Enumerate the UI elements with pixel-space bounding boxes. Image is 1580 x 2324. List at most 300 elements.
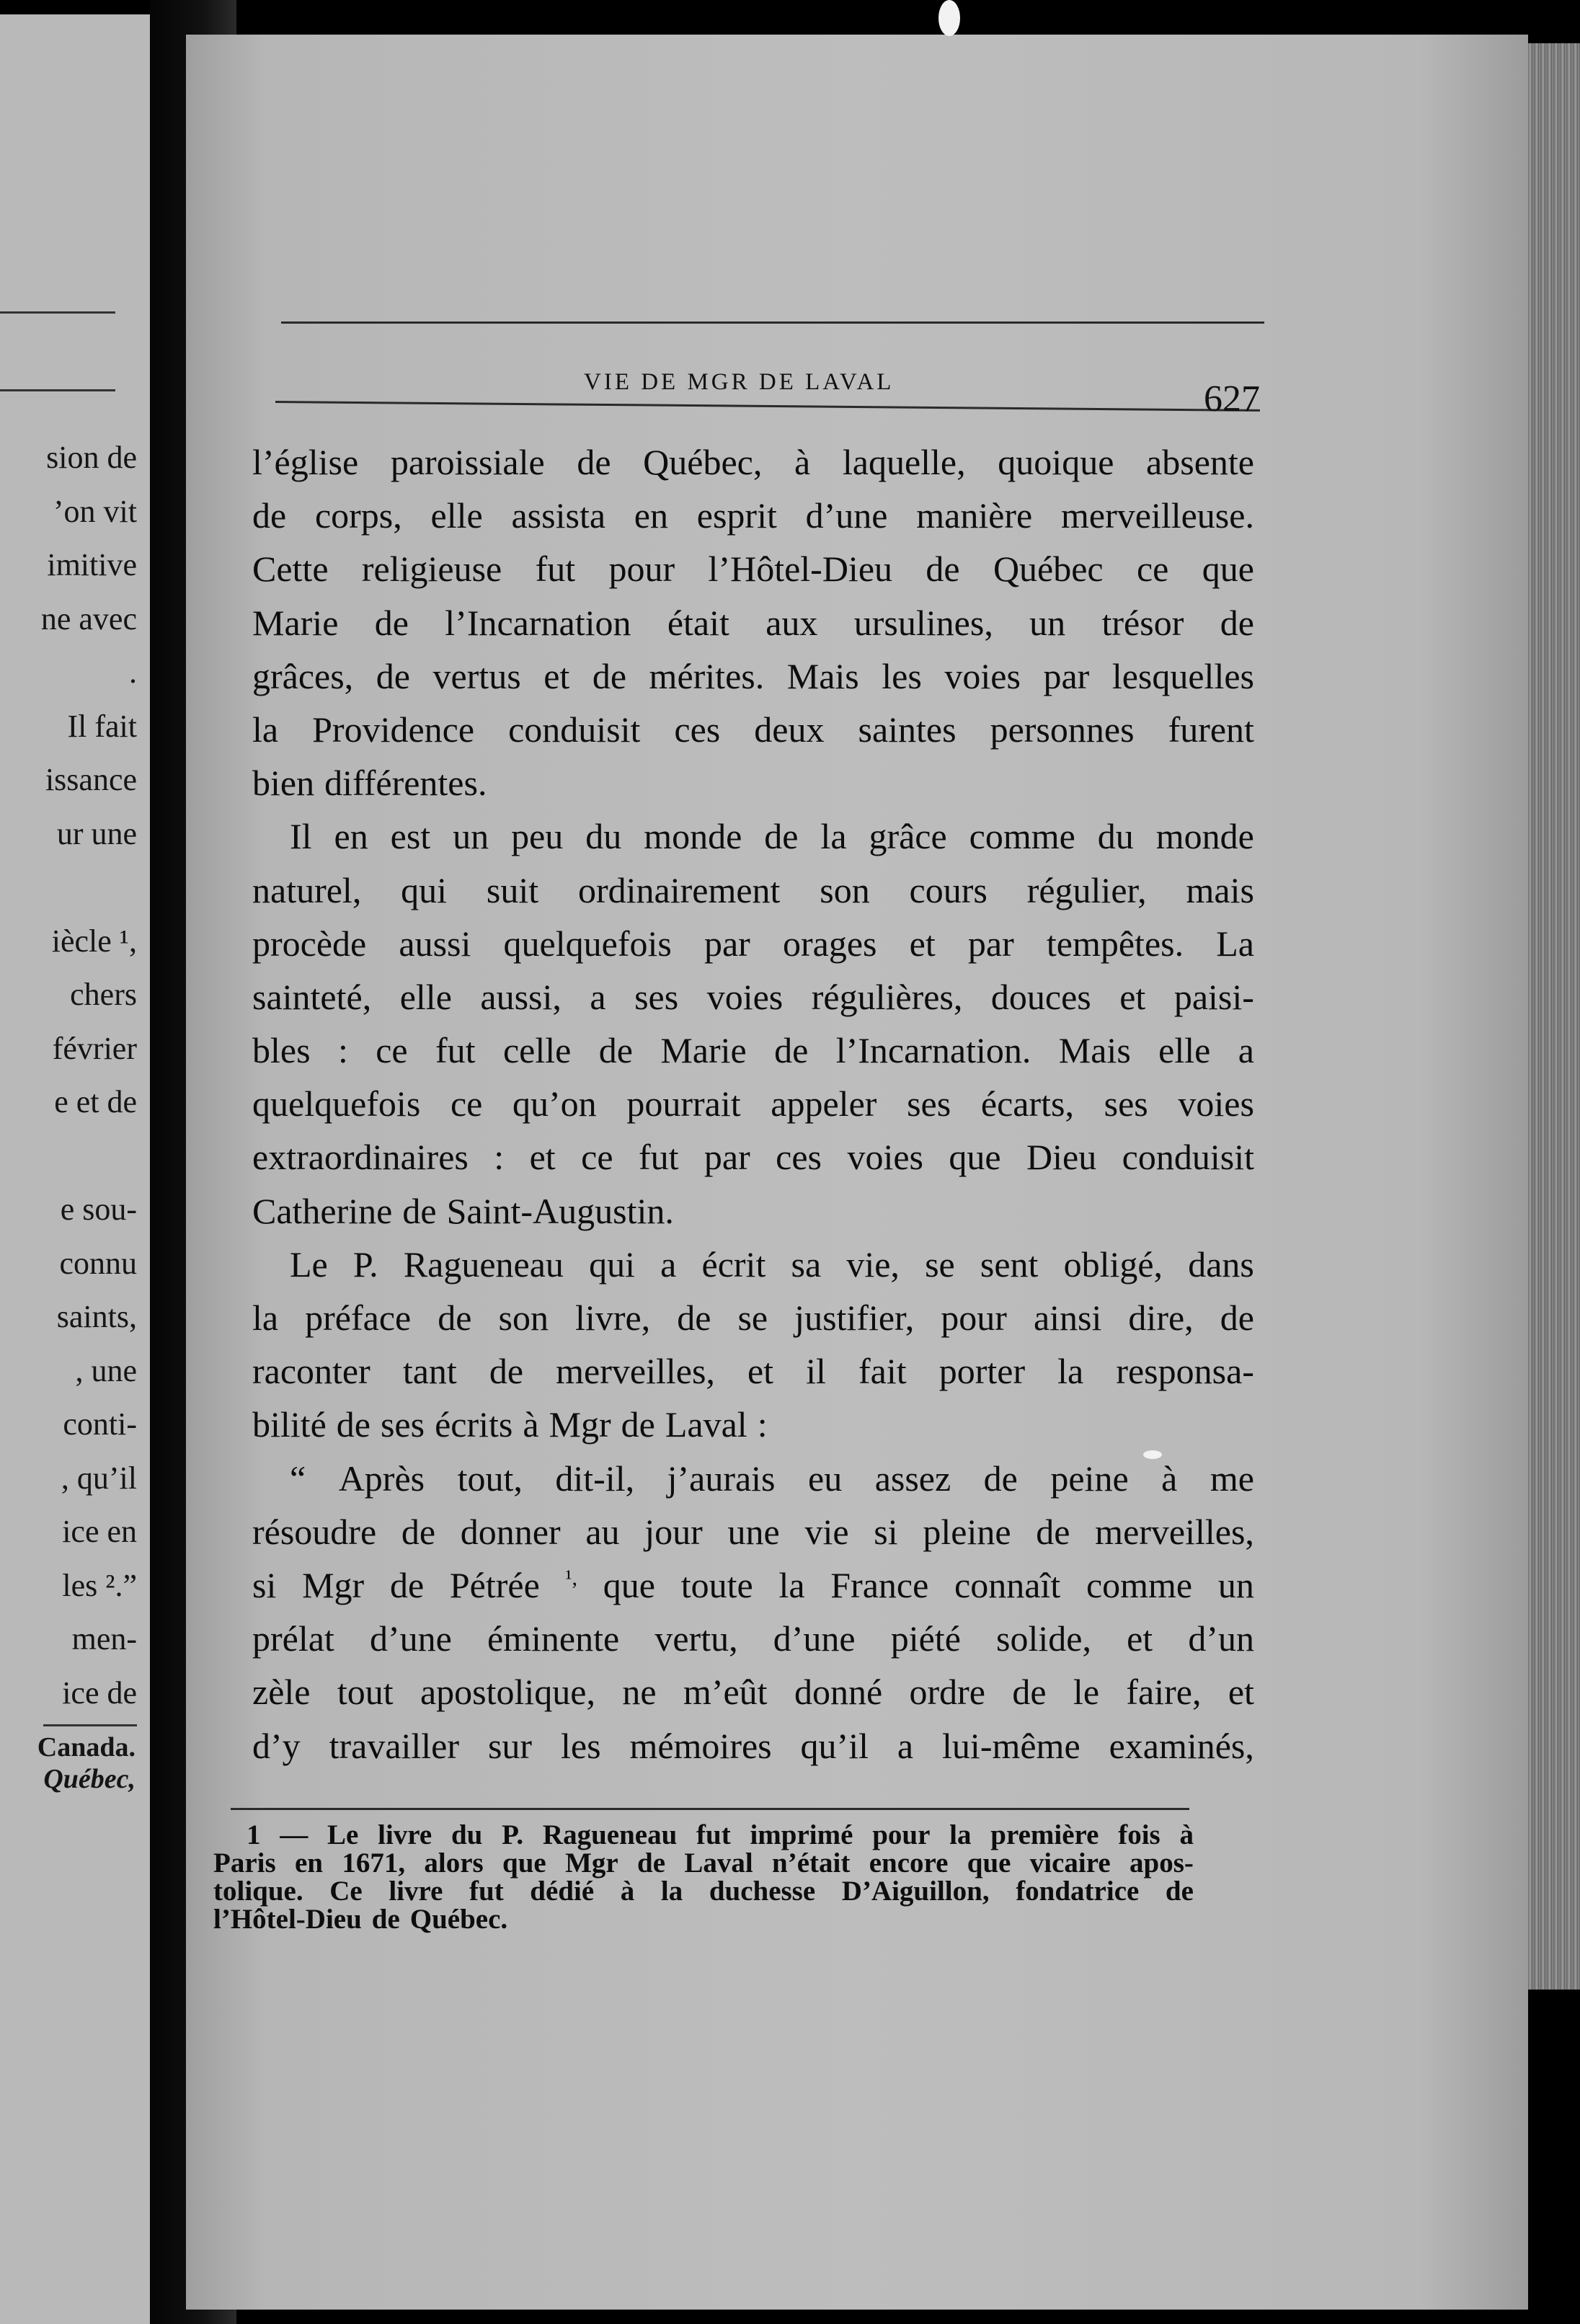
word: et [1119,976,1146,1017]
word: a [1238,1030,1254,1071]
word: 1 [247,1819,261,1850]
word: ainsi [1033,1298,1102,1338]
text-line [252,1238,1254,1291]
word: apos- [1129,1848,1194,1879]
word: l’Incarnation [445,602,631,643]
word: d’une [369,1618,452,1659]
word: les [560,1725,601,1766]
left-header-rule-2 [0,389,115,391]
word: à [794,442,811,482]
word: trésor [1101,602,1184,643]
word: la [778,1564,805,1605]
word: de [621,1404,655,1445]
word: : [494,1137,505,1178]
word: D’Aiguillon, [841,1876,990,1907]
word: aussi, [480,976,562,1017]
word: la [660,1876,683,1907]
word: faire, [1126,1672,1202,1713]
left-line: imitive [47,547,137,582]
word: appeler [771,1083,877,1125]
word: mérites. [649,655,765,696]
word: voies [1178,1083,1254,1125]
word: tempêtes. [1046,923,1184,964]
left-header-rule [0,311,115,314]
word: 1671, [342,1848,406,1879]
word: du [1097,816,1134,857]
left-line: ice en [62,1514,137,1549]
word: Après [338,1458,425,1499]
word: fondatrice [1016,1876,1140,1907]
word: furent [1168,709,1254,750]
word: que [603,1564,655,1605]
word: et [747,1351,774,1392]
word: religieuse [361,549,502,590]
word: mais [1186,869,1254,910]
word: suit [486,869,539,910]
text-line [252,1130,1254,1184]
word: de [1165,1876,1194,1907]
word: de [764,816,799,857]
left-line: sion de [46,440,137,475]
word: alors [424,1848,484,1879]
text-line [252,596,1254,649]
word: France [830,1564,929,1605]
word: deux [754,709,825,750]
word: se [737,1298,768,1338]
word: orages [782,923,877,964]
word: qu’on [512,1083,597,1125]
word: lesquelles [1111,655,1254,696]
word: duchesse [709,1876,816,1907]
left-line: ne avec [40,600,137,637]
text-line [252,542,1254,595]
word: fois [1118,1819,1160,1850]
word: Mgr [549,1404,611,1445]
word: sur [487,1725,533,1766]
word: justifier, [794,1298,915,1338]
word: dans [1188,1243,1254,1285]
word: fut [435,1030,476,1071]
word: et [1127,1618,1153,1659]
left-line: ur une [56,815,137,851]
word: ne [622,1672,657,1713]
text-line [252,1344,1254,1398]
word: pour [941,1298,1007,1338]
word: obligé, [1063,1243,1163,1285]
word: donner [460,1511,561,1552]
word: de [376,655,410,696]
left-line: , une [75,1352,137,1388]
footnote-rule [231,1808,1189,1810]
word: Québec [993,549,1104,590]
word: fut [535,549,576,590]
word: a [590,976,606,1017]
word: de [1220,602,1254,643]
word: vertu, [654,1618,738,1659]
footnote-line [213,1849,1194,1877]
word: une [727,1511,780,1552]
word: fait [858,1351,907,1392]
left-line: chers [70,977,137,1012]
word: tout [337,1672,394,1713]
word: d’une [805,495,888,536]
word: Ce [329,1876,363,1907]
word: en [634,495,668,536]
word: voies [847,1137,923,1178]
word: tout, [457,1458,523,1499]
word: raconter [252,1351,370,1392]
word: livre, [575,1298,651,1338]
word: si [874,1511,898,1552]
word: Cette [252,549,329,590]
word: ces [776,1137,822,1178]
word: vie, [846,1243,900,1285]
word: aussi [399,923,471,964]
word: “ [290,1458,306,1499]
word: de [598,1030,633,1071]
word: son [820,869,870,910]
word: Pétrée [449,1564,540,1605]
word: au [585,1511,620,1552]
word: connaît [954,1564,1061,1605]
left-line: connu [59,1245,137,1281]
word: en [294,1848,323,1879]
word: écrits [435,1404,513,1445]
word: la [949,1819,972,1850]
left-line: iècle ¹, [51,923,137,959]
word: de [1220,1298,1254,1338]
word: Québec. [409,1904,508,1935]
word: son [498,1298,549,1338]
word: dit-il, [555,1458,635,1499]
word: merveilleuse. [1061,495,1254,536]
word: qui [589,1243,635,1285]
word: assez [874,1458,951,1499]
word: merveilles, [1095,1511,1254,1552]
word: dédié [530,1876,595,1907]
word: esprit [696,495,777,536]
footnote-line [213,1877,1194,1905]
word: Marie [660,1030,747,1071]
running-head: VIE DE MGR DE LAVAL [584,369,895,395]
word: ce [581,1137,613,1178]
word: par [704,923,750,964]
word: que [967,1848,1011,1879]
word: Providence [312,709,475,750]
left-line: e et de [54,1084,137,1119]
word: de [489,1351,524,1392]
word: pleine [923,1511,1011,1552]
word: Paris [213,1848,276,1879]
word: par [967,923,1014,964]
word: ¹, [565,1566,578,1590]
left-line: men- [71,1621,137,1656]
word: de [371,1904,400,1935]
left-line: , qu’il [61,1460,137,1496]
text-line [252,649,1254,703]
word: bien [252,763,315,804]
word: écrit [701,1243,766,1285]
text-line [252,756,1254,810]
word: monde [1155,816,1254,857]
word: il [806,1351,826,1392]
word: monde [644,816,742,857]
left-footnote-rule [43,1724,137,1726]
word: qu’il [800,1725,869,1766]
left-text-fragments [0,431,137,1720]
word: jour [644,1511,703,1552]
word: résoudre [252,1511,377,1552]
word: n’était [772,1848,851,1879]
page-number: 627 [1204,378,1260,420]
word: se [925,1243,955,1285]
word: encore [869,1848,949,1879]
word: le [1073,1672,1100,1713]
word: tolique. [213,1876,303,1907]
word: par [704,1137,750,1178]
word: solide, [996,1618,1091,1659]
word: de [1036,1511,1070,1552]
word: de [577,442,611,482]
word: Laval [684,1848,753,1879]
word: l’Hôtel-Dieu [213,1904,362,1935]
word: me [1210,1458,1254,1499]
word: la [820,816,847,857]
word: à [620,1876,635,1907]
word: j’aurais [667,1458,776,1499]
word: elle [430,495,483,536]
word: qui [401,869,448,910]
word: celle [502,1030,572,1071]
word: elle [399,976,452,1017]
word: La [1216,923,1254,964]
word: fut [469,1876,504,1907]
word: de [402,1190,437,1231]
text-line [252,1291,1254,1344]
word: pour [608,549,675,590]
word: première [990,1819,1099,1850]
word: de [252,495,287,536]
left-footnote-line: Canada. [37,1732,136,1762]
word: a [897,1725,914,1766]
word: et [909,923,936,964]
word: peine [1050,1458,1129,1499]
left-line: e sou- [60,1192,137,1227]
text-line [252,435,1254,489]
footnote [213,1821,1194,1933]
word: ses [380,1404,425,1445]
word: conduisit [1122,1137,1254,1178]
word: quelquefois [503,923,672,964]
left-line: saints, [56,1299,137,1334]
word: cours [909,869,988,910]
word: imprimé [750,1819,853,1850]
word: — [280,1819,309,1850]
word: Catherine [252,1190,393,1231]
word: l’Hôtel-Dieu [708,549,893,590]
word: de [401,1511,436,1552]
word: comme [1086,1564,1193,1605]
text-line [252,703,1254,756]
word: était [667,602,729,643]
word: les [882,655,922,696]
word: ordinairement [577,869,781,910]
word: tant [402,1351,457,1392]
word: la [252,1298,279,1338]
footnote-line [213,1821,1194,1849]
left-line: ice de [62,1675,137,1711]
word: livre [389,1876,443,1907]
word: Il [290,816,312,857]
word: sent [980,1243,1039,1285]
word: de [637,1848,666,1879]
word: Mgr [302,1564,365,1605]
word: ce [376,1030,408,1071]
word: vicaire [1029,1848,1111,1879]
word: quelquefois [252,1083,421,1125]
word: conduisit [508,709,641,750]
word: toute [680,1564,753,1605]
text-line [252,810,1254,863]
word: est [390,816,431,857]
word: personnes [990,709,1135,750]
word: bles [252,1030,311,1071]
text-line [252,1398,1254,1451]
word: ursulines, [853,602,993,643]
word: peu [511,816,564,857]
word: de [983,1458,1018,1499]
word: m’eût [683,1672,768,1713]
word: Ragueneau [542,1819,678,1850]
word: Ragueneau [403,1243,564,1285]
word: comme [969,816,1075,857]
word: livre [378,1819,432,1850]
word: ses [1104,1083,1148,1125]
word: Le [290,1243,328,1285]
word: l’église [252,442,359,482]
word: d’un [1188,1618,1254,1659]
text-line [252,1665,1254,1718]
text-line [252,1184,1254,1238]
word: à [1161,1458,1178,1499]
word: manière [916,495,1033,536]
word: en [334,816,368,857]
text-line [252,970,1254,1024]
word: un [453,816,489,857]
footnote-line [213,1905,1194,1933]
text-line [252,1505,1254,1558]
word: Marie [252,602,339,643]
left-line: conti- [63,1406,137,1442]
word: grâces, [252,655,354,696]
word: de [774,1030,809,1071]
word: dire, [1128,1298,1194,1338]
word: : [757,1404,768,1445]
left-page-fragment [0,14,150,2324]
word: Dieu [1026,1137,1097,1178]
word: grâce [869,816,947,857]
word: saintes [858,709,957,750]
text-line [252,917,1254,970]
word: fut [638,1137,679,1178]
text-line [252,1077,1254,1130]
word: ses [634,976,679,1017]
word: un [1029,602,1066,643]
word: à [1179,1819,1194,1850]
word: de [336,1404,370,1445]
word: ce [1136,549,1169,590]
left-line [0,861,137,915]
text-line [252,1719,1254,1773]
word: de [1012,1672,1047,1713]
word: vie [804,1511,849,1552]
word: laquelle, [842,442,966,482]
word: la [1057,1351,1084,1392]
word: Laval [665,1404,747,1445]
text-line [252,1558,1254,1612]
word: vertus [432,655,521,696]
word: un [1217,1564,1254,1605]
word: pour [872,1819,931,1850]
word: régulier, [1026,869,1147,910]
word: l’Incarnation. [835,1030,1031,1071]
left-line: issance [45,762,137,797]
word: aux [765,602,818,643]
word: d’une [773,1618,856,1659]
word: ses [907,1083,951,1125]
word: Mais [1058,1030,1131,1071]
word: prélat [252,1618,334,1659]
word: que [949,1137,1001,1178]
word: Mais [786,655,859,696]
word: assista [511,495,606,536]
word: voies [944,655,1021,696]
left-line: Il fait [67,708,137,744]
word: quoique [998,442,1114,482]
word: du [451,1819,483,1850]
word: que [1202,549,1254,590]
text-line [252,1612,1254,1665]
word: mémoires [629,1725,772,1766]
word: différentes. [324,763,487,804]
left-footnote-fragment [37,1731,136,1795]
text-line [252,1024,1254,1077]
word: examinés, [1109,1725,1254,1766]
word: Saint-Augustin. [446,1190,674,1231]
left-line [0,1130,137,1184]
word: elle [1158,1030,1211,1071]
body-text [252,435,1254,1773]
word: voies [706,976,784,1017]
word: de [677,1298,711,1338]
word: corps, [314,495,402,536]
word: bilité [252,1404,327,1445]
word: : [337,1030,348,1071]
word: à [523,1404,539,1445]
word: sa [791,1243,822,1285]
word: écarts, [980,1083,1074,1125]
left-line: les ².” [62,1567,137,1603]
word: zèle [252,1672,311,1713]
word: et [1228,1672,1254,1713]
word: du [585,816,622,857]
word: P. [502,1819,524,1850]
word: ce [450,1083,483,1125]
word: d’y [252,1725,301,1766]
word: ordre [909,1672,985,1713]
word: lui-même [942,1725,1080,1766]
word: sainteté, [252,976,372,1017]
